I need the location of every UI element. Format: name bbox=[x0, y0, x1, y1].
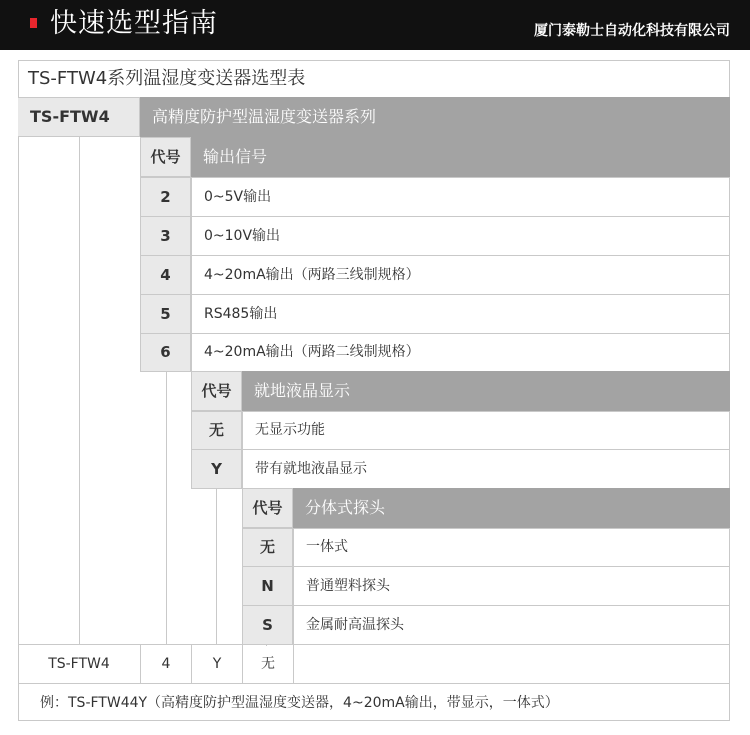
connector-line bbox=[166, 371, 167, 645]
accent-marker bbox=[30, 18, 37, 28]
option-desc: 无显示功能 bbox=[255, 422, 325, 438]
example-divider bbox=[293, 644, 294, 684]
option-desc: 4~20mA输出（两路三线制规格） bbox=[204, 267, 420, 283]
group2-header bbox=[242, 371, 730, 411]
option-row bbox=[191, 255, 730, 295]
option-desc: 带有就地液晶显示 bbox=[255, 461, 367, 477]
model-name-text: 高精度防护型温湿度变送器系列 bbox=[152, 107, 377, 126]
option-row bbox=[293, 566, 730, 606]
option-row bbox=[191, 333, 730, 372]
code-text: N bbox=[261, 577, 274, 595]
option-desc: 4~20mA输出（两路二线制规格） bbox=[204, 344, 420, 360]
group1-code-header bbox=[140, 137, 191, 177]
example-display-code: Y bbox=[212, 656, 222, 672]
group3-label: 分体式探头 bbox=[305, 498, 386, 517]
code-header-text: 代号 bbox=[252, 499, 283, 517]
model-name-cell bbox=[140, 97, 730, 137]
option-desc: 0~10V输出 bbox=[204, 228, 281, 244]
option-row bbox=[242, 411, 730, 450]
group3-code-header bbox=[242, 488, 293, 528]
example-output-code: 4 bbox=[161, 656, 171, 672]
option-row bbox=[191, 216, 730, 256]
code-text: 3 bbox=[160, 227, 171, 245]
code-header-text: 代号 bbox=[201, 382, 232, 400]
code-text: S bbox=[262, 616, 273, 634]
code-text: 5 bbox=[160, 305, 171, 323]
option-row bbox=[293, 528, 730, 567]
group3-header bbox=[293, 488, 730, 528]
option-desc: 0~5V输出 bbox=[204, 189, 272, 205]
example-model: TS-FTW4 bbox=[48, 656, 110, 672]
company-name: 厦门泰勒士自动化科技有限公司 bbox=[534, 23, 730, 39]
table-title: TS-FTW4系列温湿度变送器选型表 bbox=[28, 68, 306, 89]
code-cell bbox=[242, 566, 293, 606]
connector-line bbox=[216, 488, 217, 645]
code-cell bbox=[242, 528, 293, 567]
code-cell bbox=[140, 255, 191, 295]
code-cell bbox=[242, 605, 293, 645]
code-header-text: 代号 bbox=[150, 148, 181, 166]
option-desc: 金属耐高温探头 bbox=[306, 617, 404, 633]
code-text: Y bbox=[211, 460, 222, 478]
code-text: 4 bbox=[160, 266, 171, 284]
code-cell bbox=[140, 294, 191, 334]
option-desc: 普通塑料探头 bbox=[306, 578, 390, 594]
code-text: 无 bbox=[208, 421, 224, 439]
group1-header bbox=[191, 137, 730, 177]
option-row bbox=[191, 294, 730, 334]
code-cell bbox=[140, 177, 191, 217]
code-text: 2 bbox=[160, 188, 171, 206]
connector-line bbox=[79, 137, 80, 645]
model-code-text: TS-FTW4 bbox=[30, 107, 110, 126]
option-desc: 一体式 bbox=[306, 539, 348, 555]
option-desc: RS485输出 bbox=[204, 306, 278, 322]
group1-label: 输出信号 bbox=[203, 147, 268, 166]
model-code-cell bbox=[18, 97, 140, 137]
code-text: 6 bbox=[160, 343, 171, 361]
option-row bbox=[242, 449, 730, 489]
option-row bbox=[293, 605, 730, 645]
code-cell bbox=[140, 216, 191, 256]
example-probe-code: 无 bbox=[261, 656, 275, 672]
page-title: 快速选型指南 bbox=[50, 8, 218, 39]
code-text: 无 bbox=[259, 538, 275, 556]
option-row bbox=[191, 177, 730, 217]
example-note: 例：TS-FTW44Y（高精度防护型温湿度变送器，4~20mA输出，带显示，一体式） bbox=[40, 695, 559, 711]
group2-label: 就地液晶显示 bbox=[254, 381, 351, 400]
code-cell bbox=[191, 411, 242, 450]
code-cell bbox=[140, 333, 191, 372]
group2-code-header bbox=[191, 371, 242, 411]
code-cell bbox=[191, 449, 242, 489]
